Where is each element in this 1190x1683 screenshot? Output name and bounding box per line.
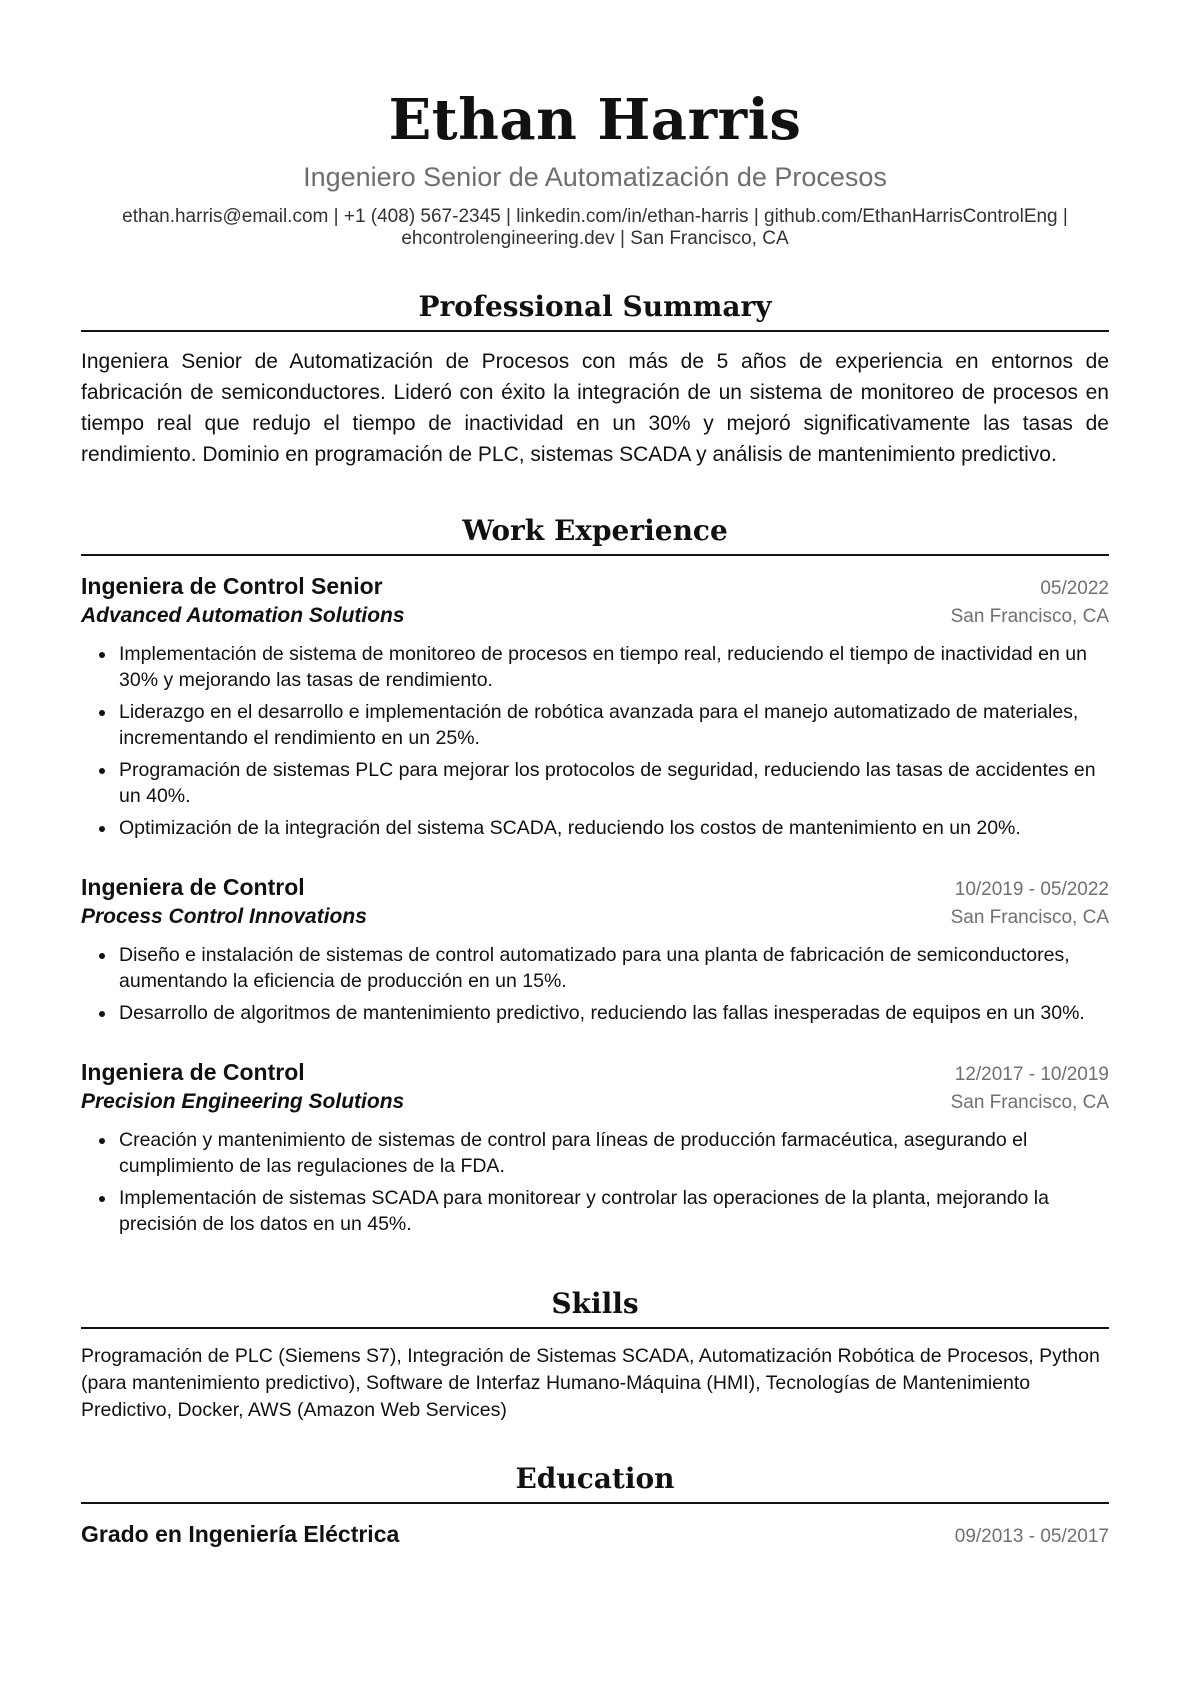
work-experience-heading: Work Experience bbox=[81, 514, 1109, 556]
candidate-headline: Ingeniero Senior de Automatización de Procesos bbox=[303, 162, 887, 192]
job-bullet: • Optimización de la integración del sistema SCADA, reduciendo los costos de mantenimiento en un 20%. bbox=[117, 815, 1109, 841]
contact-info bbox=[81, 206, 1109, 250]
job-location: San Francisco, CA bbox=[950, 606, 1109, 627]
job-bullet: • Programación de sistemas PLC para mejorar los protocolos de seguridad, reduciendo las tasas de accidentes en un 40%. bbox=[117, 757, 1109, 809]
job-bullet: • Diseño e instalación de sistemas de control automatizado para una planta de fabricación de semiconductores, aumentando la eficiencia de producción en un 15%. bbox=[117, 942, 1109, 994]
job-entry bbox=[81, 572, 1109, 841]
job-bullet: • Implementación de sistema de monitoreo de procesos en tiempo real, reduciendo el tiempo de inactividad en un 30% y mejorando las tasas de rendimiento. bbox=[117, 641, 1109, 693]
job-entry bbox=[81, 1058, 1109, 1237]
job-bullet: • Creación y mantenimiento de sistemas de control para líneas de producción farmacéutica, asegurando el cumplimiento de las regulaciones de la FDA. bbox=[117, 1127, 1109, 1179]
company-name: Process Control Innovations bbox=[81, 905, 367, 928]
job-bullet: • Implementación de sistemas SCADA para monitorear y controlar las operaciones de la planta, mejorando la precisión de los datos en un 45%. bbox=[117, 1185, 1109, 1237]
education-dates: 09/2013 - 05/2017 bbox=[954, 1526, 1109, 1547]
skills-heading: Skills bbox=[81, 1287, 1109, 1329]
job-dates: 10/2019 - 05/2022 bbox=[954, 879, 1109, 900]
work-experience-section bbox=[81, 514, 1109, 1237]
summary-text: Ingeniera Senior de Automatización de Procesos con más de 5 años de experiencia en entornos de fabricación de semiconductores. Lideró con éxito la integración de un sistema de monitoreo de procesos en tiempo real que redujo el tiempo de inactividad en un 30% y mejoró significativamente las tasas de rendimiento. Dominio en programación de PLC, sistemas SCADA y análisis de mantenimiento predictivo. bbox=[81, 350, 1109, 466]
skills-section bbox=[81, 1287, 1109, 1424]
candidate-name: Ethan Harris bbox=[388, 87, 802, 153]
education-entry bbox=[81, 1520, 1109, 1549]
job-title: Ingeniera de Control bbox=[81, 874, 305, 900]
job-bullets bbox=[81, 1127, 1109, 1237]
skills-text: Programación de PLC (Siemens S7), Integración de Sistemas SCADA, Automatización Robótica de Procesos, Python (para mantenimiento predictivo), Software de Interfaz Humano-Máquina (HMI), Tecnologías de Mantenimiento Predictivo, Docker, AWS (Amazon Web Services) bbox=[81, 1345, 1100, 1421]
job-dates: 12/2017 - 10/2019 bbox=[954, 1064, 1109, 1085]
education-heading: Education bbox=[81, 1462, 1109, 1504]
job-title: Ingeniera de Control bbox=[81, 1059, 305, 1085]
degree-name: Grado en Ingeniería Eléctrica bbox=[81, 1521, 400, 1547]
summary-section bbox=[81, 290, 1109, 470]
job-bullets bbox=[81, 942, 1109, 1026]
education-section bbox=[81, 1462, 1109, 1549]
job-location: San Francisco, CA bbox=[950, 907, 1109, 928]
company-name: Advanced Automation Solutions bbox=[81, 604, 405, 627]
job-entry bbox=[81, 873, 1109, 1026]
job-bullet: • Liderazgo en el desarrollo e implementación de robótica avanzada para el manejo automatizado de materiales, incrementando el rendimiento en un 25%. bbox=[117, 699, 1109, 751]
job-dates: 05/2022 bbox=[1040, 578, 1109, 599]
contact-line-2: ehcontrolengineering.dev | San Francisco, CA bbox=[401, 228, 789, 249]
job-bullets bbox=[81, 641, 1109, 841]
job-bullet: • Desarrollo de algoritmos de mantenimiento predictivo, reduciendo las fallas inesperadas de equipos en un 30%. bbox=[117, 1000, 1109, 1026]
summary-heading: Professional Summary bbox=[81, 290, 1109, 332]
job-location: San Francisco, CA bbox=[950, 1092, 1109, 1113]
contact-line-1: ethan.harris@email.com | +1 (408) 567-2345 | linkedin.com/in/ethan-harris | github.com/EthanHarrisControlEng | bbox=[122, 206, 1068, 227]
job-title: Ingeniera de Control Senior bbox=[81, 573, 383, 599]
company-name: Precision Engineering Solutions bbox=[81, 1090, 405, 1113]
